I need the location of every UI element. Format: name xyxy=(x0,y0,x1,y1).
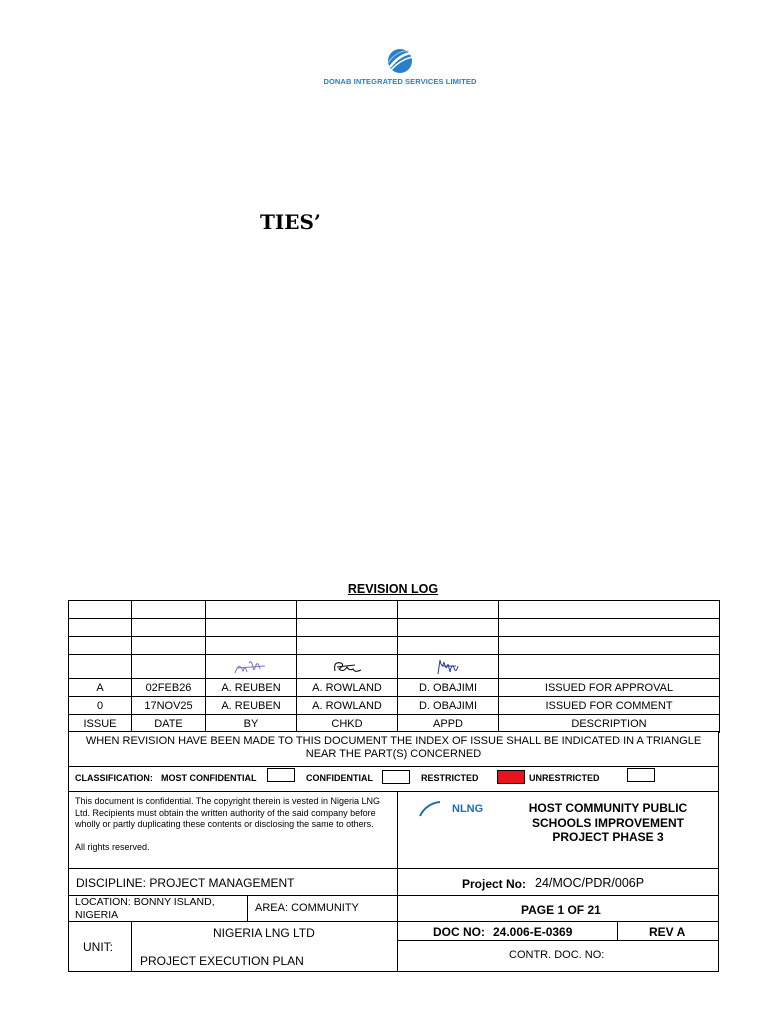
signature-rowland-icon xyxy=(325,657,369,677)
option-most-confidential: MOST CONFIDENTIAL xyxy=(161,773,257,783)
most-confidential-checkbox[interactable] xyxy=(267,768,295,782)
classification-label: CLASSIFICATION: xyxy=(75,773,153,783)
option-unrestricted: UNRESTRICTED xyxy=(529,773,600,783)
revision-log-table xyxy=(68,600,720,733)
unit-cell xyxy=(68,921,132,972)
header-description: DESCRIPTION xyxy=(499,715,720,733)
discipline: DISCIPLINE: PROJECT MANAGEMENT xyxy=(76,876,295,890)
table-row xyxy=(69,697,720,715)
body-text-fragment: TIES’ xyxy=(260,210,321,234)
appd-cell: D. OBAJIMI xyxy=(398,679,499,697)
location-cell xyxy=(68,895,248,922)
document-title-cell xyxy=(131,921,398,972)
rev-cell xyxy=(617,921,719,941)
contr-doc-no-cell xyxy=(397,940,719,972)
chkd-cell: A. ROWLAND xyxy=(297,679,398,697)
date-cell: 17NOV25 xyxy=(132,697,206,715)
doc-no-cell xyxy=(397,921,618,941)
table-row-empty xyxy=(69,637,720,655)
page-number: PAGE 1 OF 21 xyxy=(521,903,601,917)
doc-no-value: 24.006-E-0369 xyxy=(493,925,573,939)
company-owner: NIGERIA LNG LTD xyxy=(213,926,315,940)
table-row-empty xyxy=(69,601,720,619)
classification-row xyxy=(68,766,719,792)
globe-swoosh-icon xyxy=(385,46,415,76)
confidentiality-box xyxy=(68,791,398,869)
revision-note: WHEN REVISION HAVE BEEN MADE TO THIS DOCUMENT THE INDEX OF ISSUE SHALL BE INDICATED IN A TRIANGLE NEAR THE PART(S) CONCERNED xyxy=(85,735,702,760)
signature-row xyxy=(69,655,720,679)
issue-cell: A xyxy=(69,679,132,697)
revision: REV A xyxy=(649,925,686,939)
option-confidential: CONFIDENTIAL xyxy=(306,773,373,783)
chkd-cell: A. ROWLAND xyxy=(297,697,398,715)
date-cell: 02FEB26 xyxy=(132,679,206,697)
project-title: HOST COMMUNITY PUBLIC SCHOOLS IMPROVEMENT PROJECT PHASE 3 xyxy=(528,801,688,844)
nlng-logo-text: NLNG xyxy=(452,803,484,815)
by-cell: A. REUBEN xyxy=(206,697,297,715)
header-date: DATE xyxy=(132,715,206,733)
signature-obajimi-icon xyxy=(428,656,468,678)
doc-no-label: DOC NO: xyxy=(433,925,485,939)
company-logo xyxy=(300,46,500,86)
header-issue: ISSUE xyxy=(69,715,132,733)
description-cell: ISSUED FOR COMMENT xyxy=(499,697,720,715)
table-header-row xyxy=(69,715,720,733)
option-restricted: RESTRICTED xyxy=(421,773,479,783)
project-no-value: 24/MOC/PDR/006P xyxy=(535,876,645,890)
revision-note-box xyxy=(68,731,719,767)
table-row xyxy=(69,679,720,697)
rights-text: All rights reserved. xyxy=(75,841,150,852)
revision-log-title: REVISION LOG xyxy=(347,582,439,596)
area: AREA: COMMUNITY xyxy=(255,902,359,914)
unrestricted-checkbox[interactable] xyxy=(627,768,655,782)
description-cell: ISSUED FOR APPROVAL xyxy=(499,679,720,697)
project-box xyxy=(397,791,719,869)
location: LOCATION: BONNY ISLAND, NIGERIA xyxy=(75,896,215,921)
restricted-checkbox[interactable] xyxy=(497,770,525,784)
discipline-cell xyxy=(68,868,398,896)
table-row-empty xyxy=(69,619,720,637)
confidential-checkbox[interactable] xyxy=(382,770,410,784)
company-name: DONAB INTEGRATED SERVICES LIMITED xyxy=(323,77,477,86)
confidentiality-text: This document is confidential. The copyright therein is vested in Nigeria LNG Ltd. Recipients must obtain the written authority of the said company before wholly or partly duplicating these contents or disclosing the same to others. xyxy=(75,796,380,829)
header-chkd: CHKD xyxy=(297,715,398,733)
header-by: BY xyxy=(206,715,297,733)
unit-label: UNIT: xyxy=(83,940,113,954)
project-no-label: Project No: xyxy=(462,877,527,891)
by-cell: A. REUBEN xyxy=(206,679,297,697)
area-cell xyxy=(247,895,398,922)
header-appd: APPD xyxy=(398,715,499,733)
appd-cell: D. OBAJIMI xyxy=(398,697,499,715)
page-cell xyxy=(397,895,719,922)
issue-cell: 0 xyxy=(69,697,132,715)
contr-doc-no: CONTR. DOC. NO: xyxy=(509,949,605,961)
document-title: PROJECT EXECUTION PLAN xyxy=(140,954,304,968)
signature-reuben-icon xyxy=(229,657,273,677)
project-no-cell xyxy=(397,868,719,896)
